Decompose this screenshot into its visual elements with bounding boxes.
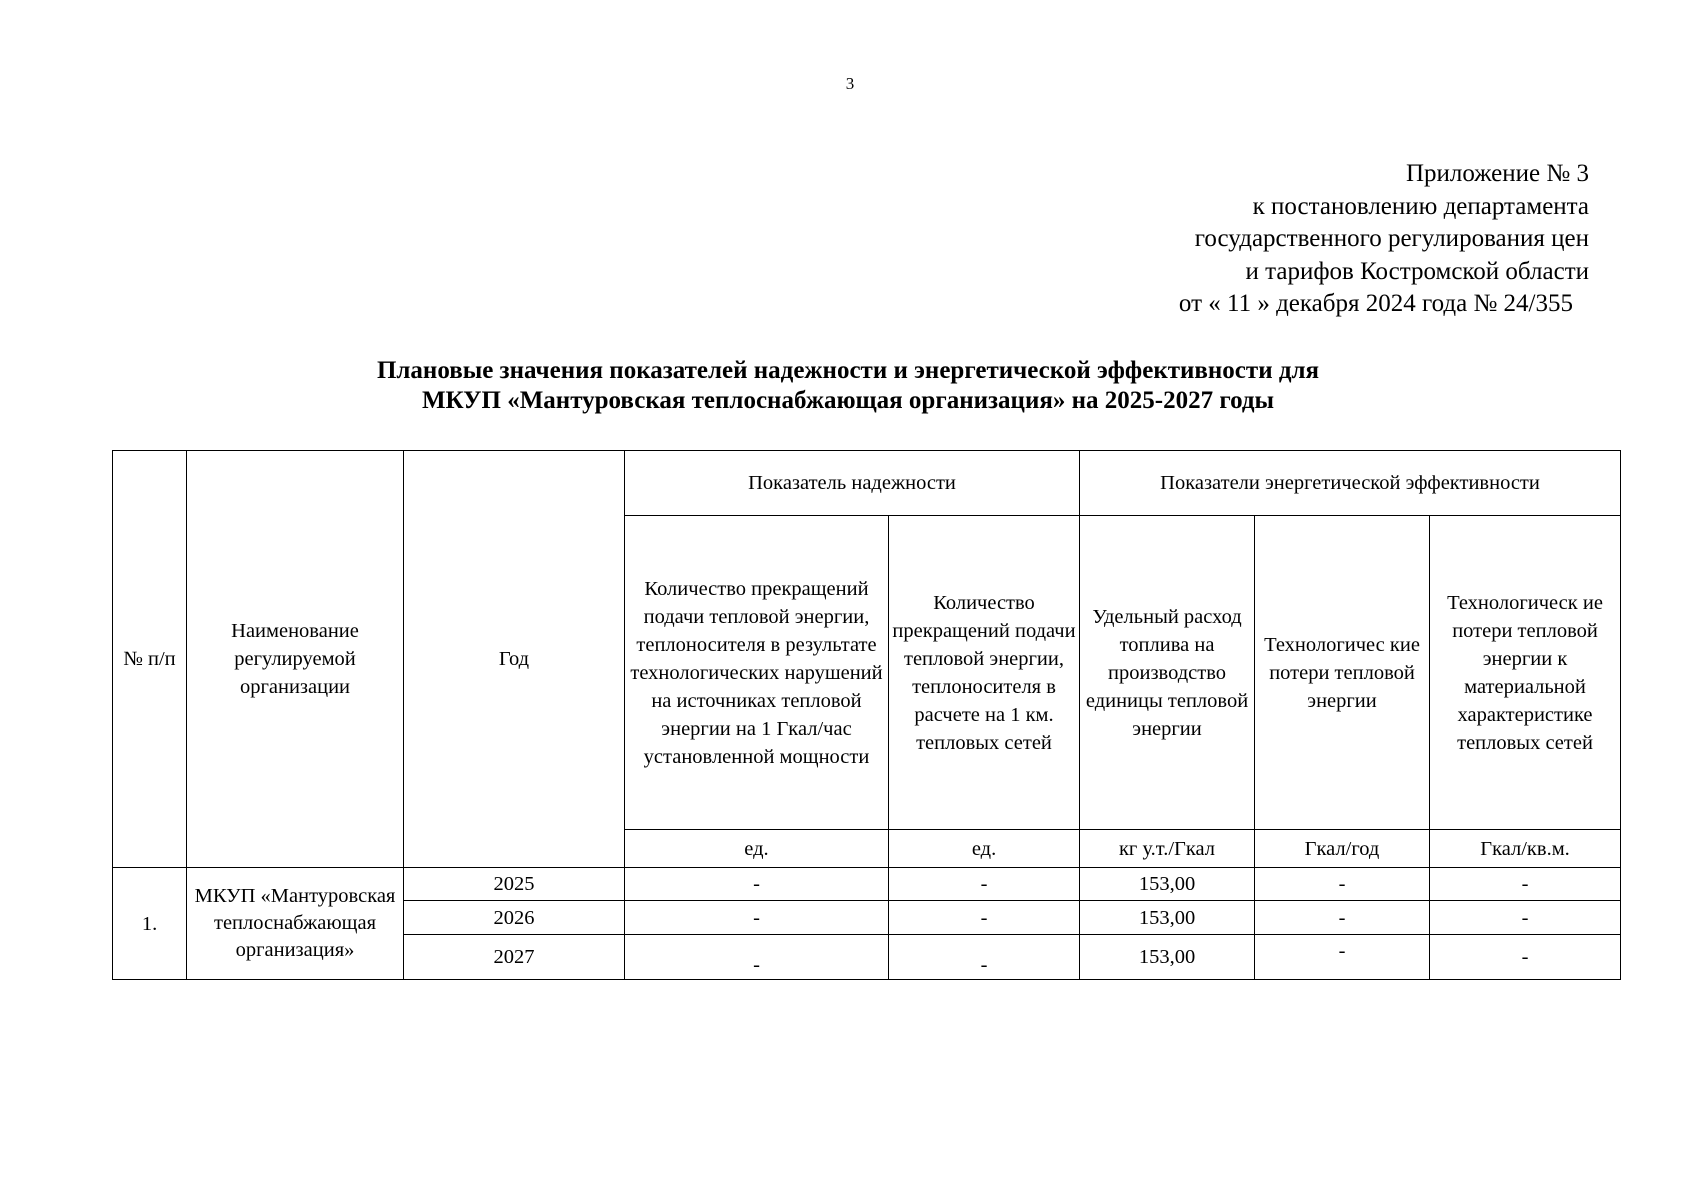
header-col-1: Количество прекращений подачи тепловой энергии, теплоносителя в результате технологических нарушений на источниках тепловой энергии на 1 Гкал/час установленной мощности bbox=[625, 516, 889, 830]
value-cell: - bbox=[625, 868, 889, 901]
value-cell: - bbox=[1255, 868, 1430, 901]
year-cell: 2026 bbox=[404, 901, 625, 935]
value-cell: - bbox=[889, 901, 1080, 935]
year-cell: 2025 bbox=[404, 868, 625, 901]
table-row bbox=[113, 868, 1621, 901]
value-cell: - bbox=[625, 935, 889, 980]
unit-cell: ед. bbox=[889, 830, 1080, 868]
header-col-3: Удельный расход топлива на производство единицы тепловой энергии bbox=[1080, 516, 1255, 830]
value-cell: - bbox=[1255, 901, 1430, 935]
appendix-line: от « 11 » декабря 2024 года № 24/355 bbox=[1178, 290, 1573, 317]
header-col-5: Технологическ ие потери тепловой энергии к материальной характеристике тепловых сетей bbox=[1430, 516, 1621, 830]
appendix-line: и тарифов Костромской области bbox=[1245, 257, 1589, 285]
header-num: № п/п bbox=[113, 451, 187, 868]
unit-cell: ед. bbox=[625, 830, 889, 868]
value-cell: - bbox=[1255, 935, 1430, 980]
unit-cell: Гкал/кв.м. bbox=[1430, 830, 1621, 868]
appendix-line: Приложение № 3 bbox=[1405, 160, 1589, 187]
header-reliability-group: Показатель надежности bbox=[625, 451, 1080, 516]
value-cell: - bbox=[625, 901, 889, 935]
title-line: Плановые значения показателей надежности и энергетической эффективности для bbox=[376, 357, 1320, 384]
header-year: Год bbox=[404, 451, 625, 868]
title-line: МКУП «Мантуровская теплоснабжающая организация» на 2025-2027 годы bbox=[421, 387, 1275, 414]
page-number: 3 bbox=[845, 74, 855, 93]
organization-name: МКУП «Мантуровская теплоснабжающая организация» bbox=[187, 868, 404, 980]
value-cell: - bbox=[889, 868, 1080, 901]
header-col-2: Количество прекращений подачи тепловой энергии, теплоносителя в расчете на 1 км. тепловых сетей bbox=[889, 516, 1080, 830]
header-col-4: Технологичес кие потери тепловой энергии bbox=[1255, 516, 1430, 830]
appendix-line: государственного регулирования цен bbox=[1194, 225, 1589, 252]
value-cell: - bbox=[889, 935, 1080, 980]
value-cell: 153,00 bbox=[1080, 935, 1255, 980]
unit-cell: Гкал/год bbox=[1255, 830, 1430, 868]
document-title bbox=[0, 356, 1696, 416]
value-cell: - bbox=[1430, 935, 1621, 980]
header-org-name: Наименование регулируемой организации bbox=[187, 451, 404, 868]
value-cell: 153,00 bbox=[1080, 901, 1255, 935]
appendix-line: к постановлению департамента bbox=[1252, 192, 1589, 220]
value-cell: - bbox=[1430, 868, 1621, 901]
year-cell: 2027 bbox=[404, 935, 625, 980]
value-cell: - bbox=[1430, 901, 1621, 935]
indicators-table bbox=[112, 450, 1621, 980]
appendix-block bbox=[989, 158, 1589, 321]
header-efficiency-group: Показатели энергетической эффективности bbox=[1080, 451, 1621, 516]
value-cell: 153,00 bbox=[1080, 868, 1255, 901]
row-number: 1. bbox=[113, 868, 187, 980]
unit-cell: кг у.т./Гкал bbox=[1080, 830, 1255, 868]
